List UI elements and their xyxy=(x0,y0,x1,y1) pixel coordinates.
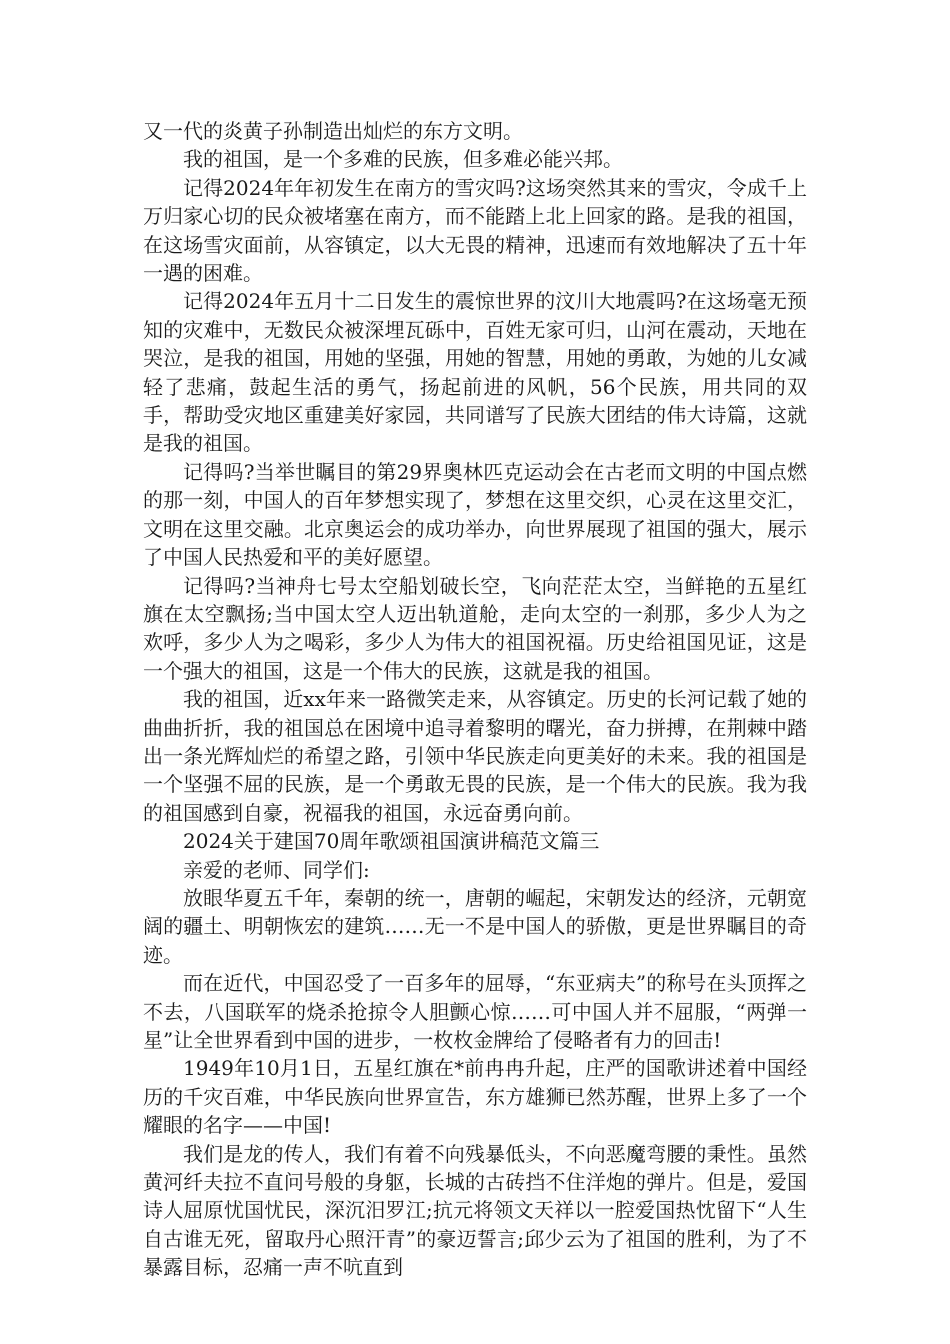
paragraph-7: 我的祖国，近xx年来一路微笑走来，从容镇定。历史的长河记载了她的曲曲折折，我的祖国总在困境中追寻着黎明的曙光，奋力拼搏，在荆棘中踏出一条光辉灿烂的希望之路，引领中华民族走向更美好的未来。我的祖国是一个坚强不屈的民族，是一个勇敢无畏的民族，是一个伟大的民族。我为我的祖国感到自豪，祝福我的祖国，永远奋勇向前。 xyxy=(143,687,807,825)
paragraph-12: 1949年10月1日，五星红旗在*前冉冉升起，庄严的国歌讲述着中国经历的千灾百难，中华民族向世界宣告，东方雄狮已然苏醒，世界上多了一个耀眼的名字——中国! xyxy=(143,1056,807,1138)
paragraph-3: 记得2024年年初发生在南方的雪灾吗?这场突然其来的雪灾，令成千上万归家心切的民众被堵塞在南方，而不能踏上北上回家的路。是我的祖国，在这场雪灾面前，从容镇定，以大无畏的精神，迅速而有效地解决了五十年一遇的困难。 xyxy=(143,175,807,286)
paragraph-10: 放眼华夏五千年，秦朝的统一，唐朝的崛起，宋朝发达的经济，元朝宽阔的疆土、明朝恢宏的建筑……无一不是中国人的骄傲，更是世界瞩目的奇迹。 xyxy=(143,885,807,967)
paragraph-6: 记得吗?当神舟七号太空船划破长空，飞向茫茫太空，当鲜艳的五星红旗在太空飘扬;当中国太空人迈出轨道舱，走向太空的一刹那，多少人为之欢呼，多少人为之喝彩，多少人为伟大的祖国祝福。历史给祖国见证，这是一个强大的祖国，这是一个伟大的民族，这就是我的祖国。 xyxy=(143,573,807,683)
salutation: 亲爱的老师、同学们: xyxy=(183,857,370,882)
document-body xyxy=(143,117,807,1282)
paragraph-4: 记得2024年五月十二日发生的震惊世界的汶川大地震吗?在这场毫无预知的灾难中，无数民众被深埋瓦砾中，百姓无家可归，山河在震动，天地在哭泣，是我的祖国，用她的坚强，用她的智慧，用她的勇敢，为她的儿女减轻了悲痛，鼓起生活的勇气，扬起前进的风帆，56个民族，用共同的双手，帮助受灾地区重建美好家园，共同谱写了民族大团结的伟大诗篇，这就是我的祖国。 xyxy=(143,289,807,456)
paragraph-11: 而在近代，中国忍受了一百多年的屈辱，“东亚病夫”的称号在头顶挥之不去，八国联军的烧杀抢掠令人胆颤心惊……可中国人并不屈服，“两弹一星”让全世界看到中国的进步，一枚枚金牌给了侵略者有力的回击! xyxy=(143,971,807,1052)
paragraph-2: 我的祖国，是一个多难的民族，但多难必能兴邦。 xyxy=(183,147,623,172)
section-heading: 2024关于建国70周年歌颂祖国演讲稿范文篇三 xyxy=(183,829,600,854)
paragraph-5: 记得吗?当举世瞩目的第29界奥林匹克运动会在古老而文明的中国点燃的那一刻，中国人的百年梦想实现了，梦想在这里交织，心灵在这里交汇，文明在这里交融。北京奥运会的成功举办，向世界展现了祖国的强大，展示了中国人民热爱和平的美好愿望。 xyxy=(143,459,807,570)
paragraph-1: 又一代的炎黄子孙制造出灿烂的东方文明。 xyxy=(143,119,523,143)
paragraph-13: 我们是龙的传人，我们有着不向残暴低头，不向恶魔弯腰的秉性。虽然黄河纤夫拉不直问号般的身躯，长城的古砖挡不住洋炮的弹片。但是，爱国诗人屈原忧国忧民，深沉汨罗江;抗元将领文天祥以一腔爱国热忱留下“人生自古谁无死，留取丹心照汗青”的豪迈誓言;邱少云为了祖国的胜利，为了不暴露目标，忍痛一声不吭直到 xyxy=(143,1141,807,1280)
